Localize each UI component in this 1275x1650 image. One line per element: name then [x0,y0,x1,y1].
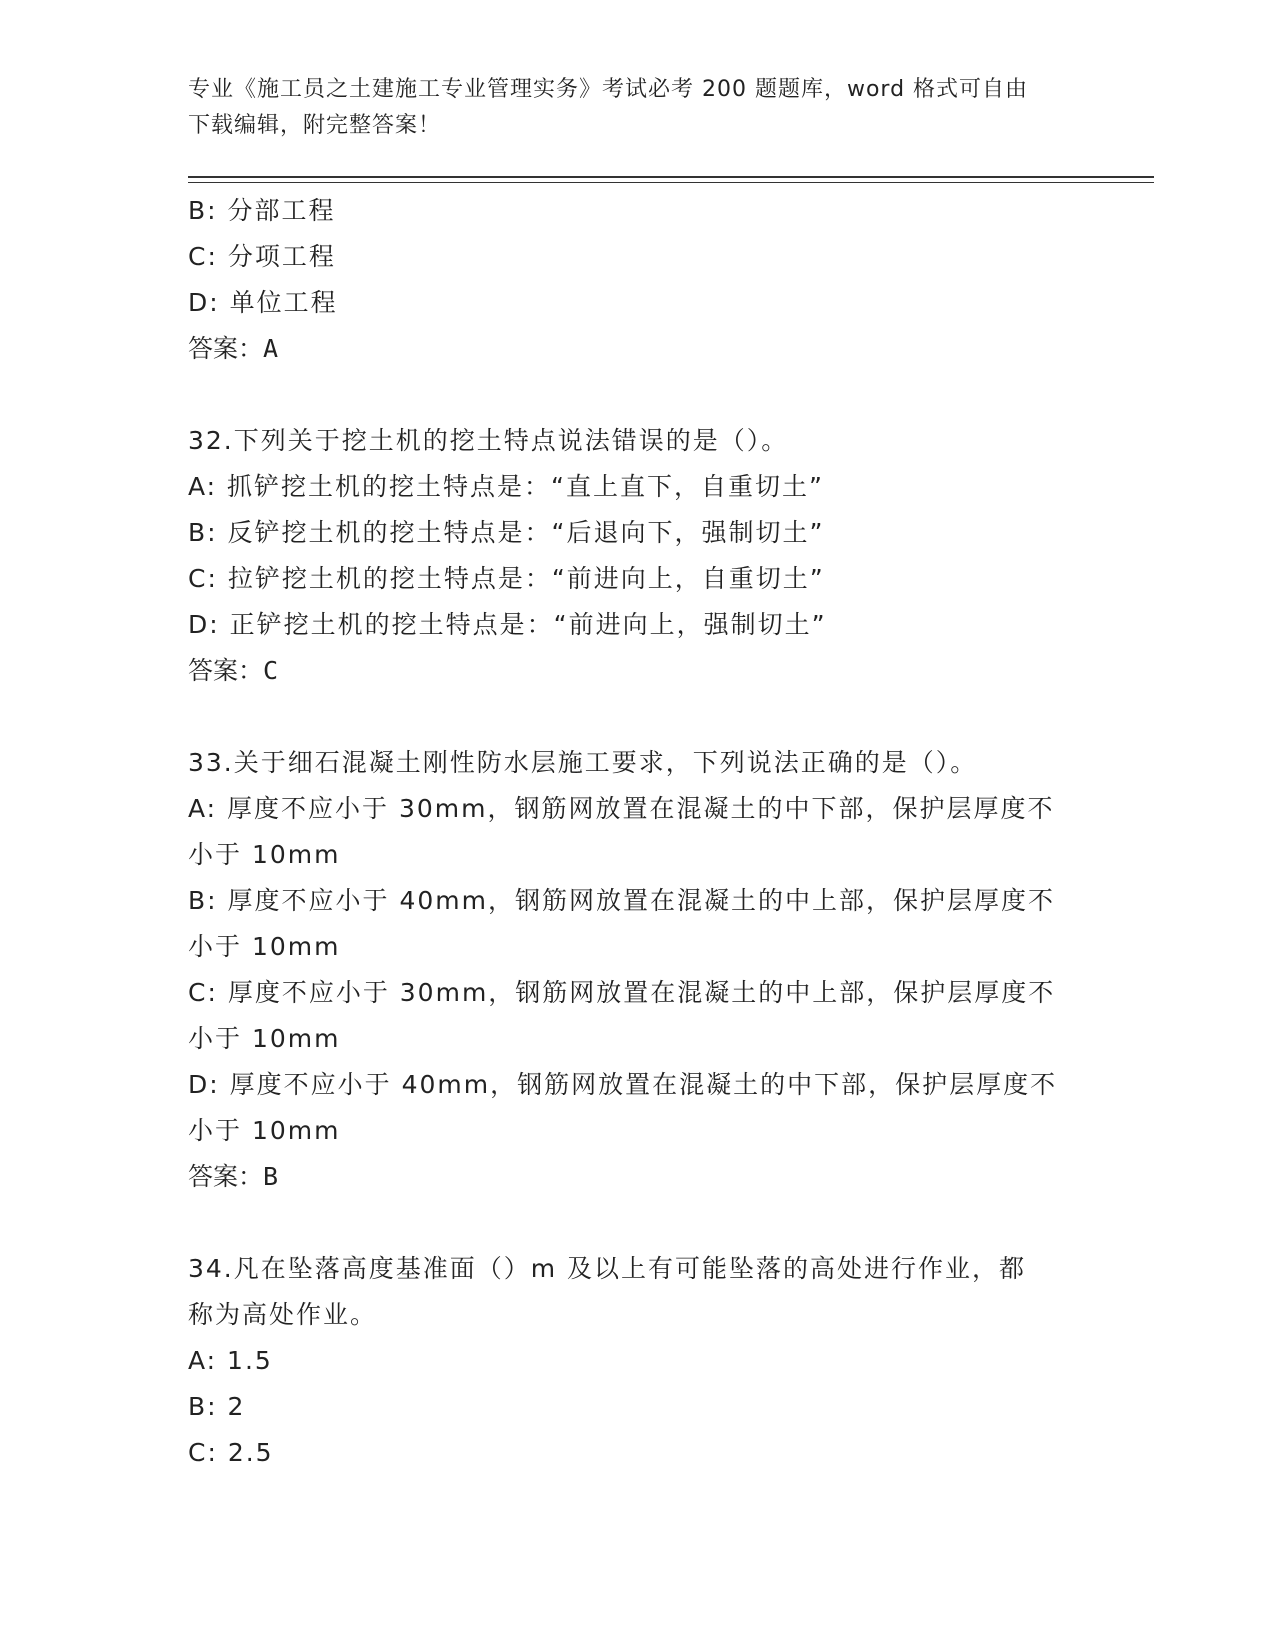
question-32 [188,418,1088,694]
q32-option-a: A: 抓铲挖土机的挖土特点是：“直上直下，自重切土” [188,472,824,501]
question-31-tail [188,188,1088,372]
q33-option-d-line-1: D: 厚度不应小于 40mm，钢筋网放置在混凝土的中下部，保护层厚度不 [188,1070,1058,1099]
q31-option-d: D: 单位工程 [188,288,338,317]
q33-option-a-line-2: 小于 10mm [188,840,341,869]
q33-answer: 答案：B [188,1162,279,1191]
page-header [188,72,1068,144]
q34-stem-line-1: 34.凡在坠落高度基准面（）m 及以上有可能坠落的高处进行作业，都 [188,1254,1027,1283]
question-spacer [188,372,1088,418]
q31-option-c: C: 分项工程 [188,242,336,271]
q34-stem-line-2: 称为高处作业。 [188,1300,378,1329]
q32-answer: 答案：C [188,656,279,685]
question-34 [188,1246,1088,1476]
q33-option-a-line-1: A: 厚度不应小于 30mm，钢筋网放置在混凝土的中下部，保护层厚度不 [188,794,1055,823]
q34-option-a: A: 1.5 [188,1346,273,1375]
q33-option-b-line-2: 小于 10mm [188,932,341,961]
question-spacer [188,694,1088,740]
question-spacer [188,1200,1088,1246]
q32-stem: 32.下列关于挖土机的挖土特点说法错误的是（）。 [188,426,789,455]
q32-option-d: D: 正铲挖土机的挖土特点是：“前进向上，强制切土” [188,610,827,639]
header-divider-thin [188,182,1154,183]
q33-option-c [188,970,1088,1062]
header-title-line-2: 下载编辑，附完整答案！ [188,113,442,138]
q34-option-b: B: 2 [188,1392,246,1421]
q33-option-d [188,1062,1088,1154]
q32-option-c: C: 拉铲挖土机的挖土特点是：“前进向上，自重切土” [188,564,825,593]
q32-option-b: B: 反铲挖土机的挖土特点是：“后退向下，强制切土” [188,518,825,547]
q33-option-c-line-2: 小于 10mm [188,1024,341,1053]
q34-option-c: C: 2.5 [188,1438,274,1467]
header-divider-thick [188,176,1154,178]
q33-stem: 33.关于细石混凝土刚性防水层施工要求，下列说法正确的是（）。 [188,748,978,777]
q33-option-c-line-1: C: 厚度不应小于 30mm，钢筋网放置在混凝土的中上部，保护层厚度不 [188,978,1056,1007]
header-title-line-1: 专业《施工员之土建施工专业管理实务》考试必考 200 题题库，word 格式可自由 [188,77,1029,102]
q31-option-b: B: 分部工程 [188,196,336,225]
q31-answer: 答案：A [188,334,279,363]
q33-option-b-line-1: B: 厚度不应小于 40mm，钢筋网放置在混凝土的中上部，保护层厚度不 [188,886,1055,915]
q33-option-d-line-2: 小于 10mm [188,1116,341,1145]
question-list [188,188,1088,1476]
q33-option-a [188,786,1088,878]
question-33 [188,740,1088,1200]
q33-option-b [188,878,1088,970]
